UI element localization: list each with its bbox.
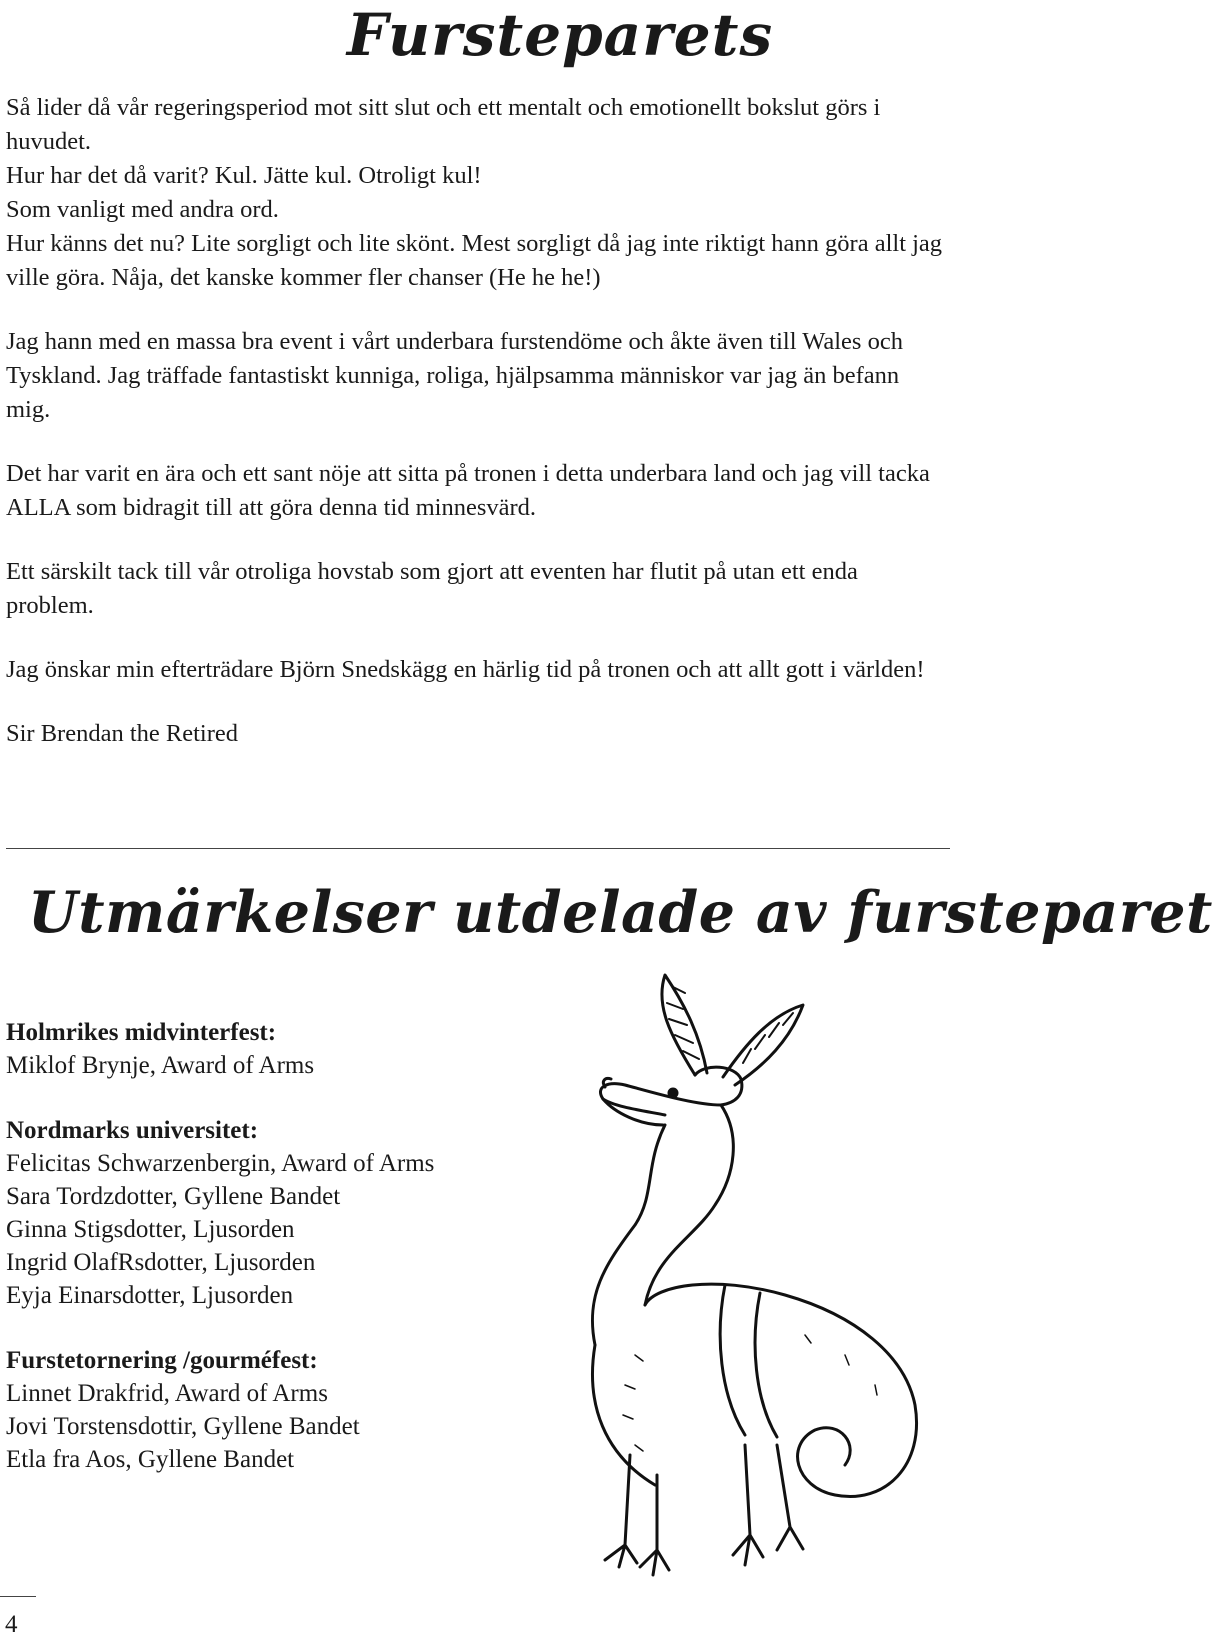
award-entry: Ingrid OlafRsdotter, Ljusorden [6,1249,316,1276]
award-group [6,1344,526,1476]
intro-line: Hur har det då varit? Kul. Jätte kul. Otroligt kul! [6,162,482,189]
footer-divider [0,1596,36,1597]
page-title: Fursteparets [346,1,774,69]
award-group-heading: Holmrikes midvinterfest: [6,1019,277,1046]
award-entry: Eyja Einarsdotter, Ljusorden [6,1282,294,1309]
intro-paragraph-5: Jag önskar min efterträdare Björn Snedskägg en härlig tid på tronen och att allt gott i världen! [6,656,925,683]
award-entry: Etla fra Aos, Gyllene Bandet [6,1446,295,1473]
award-entry: Sara Tordzdotter, Gyllene Bandet [6,1183,341,1210]
intro-paragraph-1 [6,91,946,295]
award-entry: Linnet Drakfrid, Award of Arms [6,1380,328,1407]
award-entry: Miklof Brynje, Award of Arms [6,1052,315,1079]
award-entry: Ginna Stigsdotter, Ljusorden [6,1216,295,1243]
intro-text [6,91,946,751]
award-group-heading: Nordmarks universitet: [6,1117,259,1144]
award-group [6,1114,526,1312]
award-entry: Jovi Torstensdottir, Gyllene Bandet [6,1413,360,1440]
award-group-heading: Furstetornering /gourméfest: [6,1347,318,1374]
heraldic-beast-icon [545,975,945,1585]
page-number: 4 [5,1611,18,1638]
intro-line: Så lider då vår regeringsperiod mot sitt slut och ett mentalt och emotionellt bokslut görs i huvudet. [6,94,881,155]
signature: Sir Brendan the Retired [6,720,239,747]
award-entry: Felicitas Schwarzenbergin, Award of Arms [6,1150,435,1177]
intro-paragraph-3: Det har varit en ära och ett sant nöje att sitta på tronen i detta underbara land och jag vill tacka ALLA som bidragit till att göra denna tid minnesvärd. [6,460,930,521]
awards-title: Utmärkelser utdelade av fursteparet [28,879,1213,946]
intro-line: Hur känns det nu? Lite sorgligt och lite skönt. Mest sorgligt då jag inte riktigt hann göra allt jag ville göra. Nåja, det kanske kommer fler chanser (He he he!) [6,230,943,291]
intro-line: Som vanligt med andra ord. [6,196,279,223]
intro-paragraph-4: Ett särskilt tack till vår otroliga hovstab som gjort att eventen har flutit på utan ett enda problem. [6,558,858,619]
award-group [6,1016,526,1082]
section-divider [6,848,950,849]
awards-list [6,1016,526,1508]
intro-paragraph-2: Jag hann med en massa bra event i vårt underbara furstendöme och åkte även till Wales och Tyskland. Jag träffade fantastiskt kunniga, roliga, hjälpsamma människor var jag än befann mig. [6,328,903,423]
